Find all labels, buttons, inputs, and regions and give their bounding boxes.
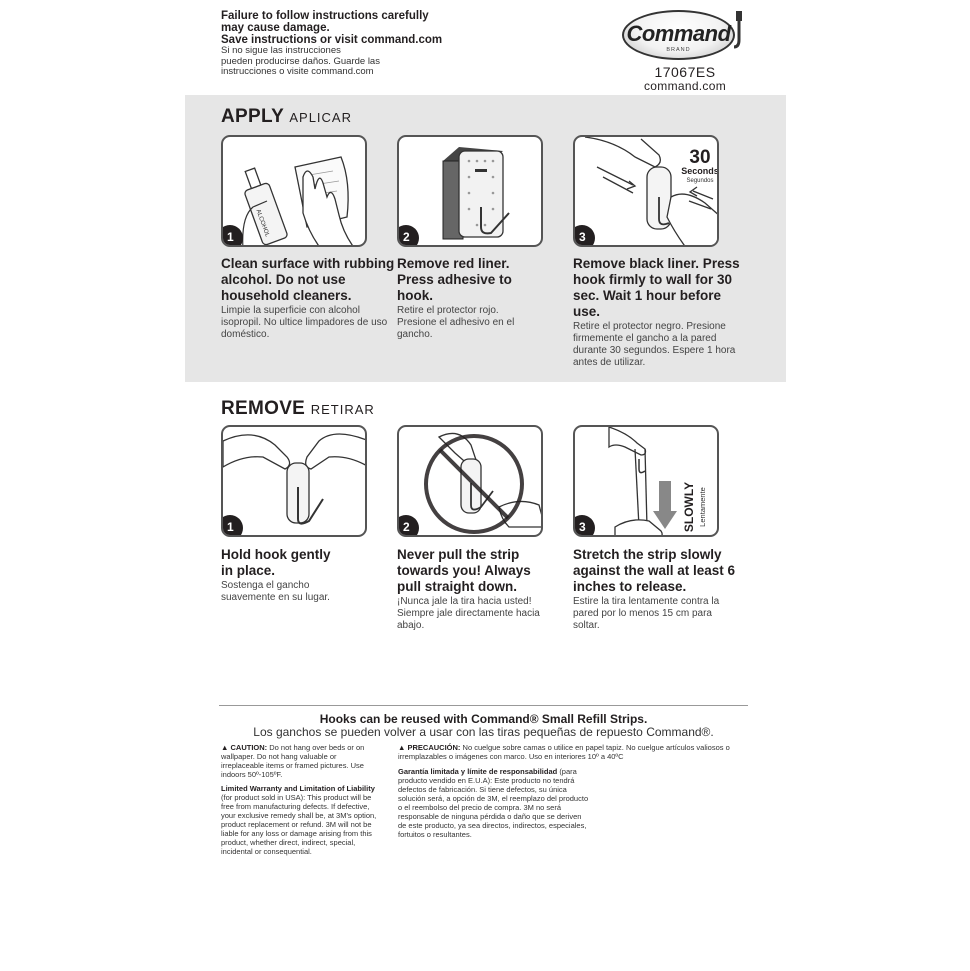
timer-value: 30 [689,147,711,168]
remove-step-2-en: Never pull the strip towards you! Always pull straight down. [397,547,531,594]
caution-text: Do not hang over beds or on wallpaper. Do not hang valuable or irreplaceable items or framed pictures. Use indoors 50º-105ºF. [221,743,365,779]
remove-step-1-illustration [221,425,367,537]
apply-step-3-text [573,256,748,369]
website-text: command.com [644,79,726,93]
garantia-text: (para producto vendido en E.U.A): Este producto no tendrá defectos de fabricación. Si tiene defectos, su única solución será, a opción de 3M, el reemplazo del producto o el reembolso del precio de compra. 3M no será responsable de ninguna pérdida o daño que se deriven de este producto, ya sea directos, indirectos, especiales, fortuitos o resultantes. [398,767,589,839]
remove-step-1-es: Sostenga el gancho suavemente en su lugar. [221,580,330,603]
no-pull-icon [399,427,543,537]
garantia-es [398,767,590,839]
logo-hook-icon [733,10,743,50]
logo-text: Command [626,21,731,46]
apply-step-1-text [221,256,396,341]
warranty-label: Limited Warranty and Limitation of Liability [221,784,375,793]
command-logo [622,10,735,60]
footer-divider [219,705,748,706]
warning-es-line-1: Si no sigue las instrucciones [221,45,341,56]
bottle-label: ALCOHOL [254,208,270,238]
remove-step-1-en: Hold hook gently in place. [221,547,331,578]
timer-label-es: Segundos [686,178,714,184]
hook-adhesive-icon [399,137,543,247]
apply-step-3-es: Retire el protector negro. Presione firmemente el gancho a la pared durante 30 segundos. Espere 1 hora antes de utilizar. [573,321,736,368]
hold-hook-icon [223,427,367,537]
warranty-text: (for product sold in USA): This product will be free from manufacturing defects. If defective, your exclusive remedy shall be, at 3M's option, product replacement or refund. 3M will not be liable for any loss or damage arising from this product, whether direct, indirect, special, incidental or consequential. [221,793,377,856]
caution-label: ▲ CAUTION: [221,743,268,752]
remove-step-3-illustration [573,425,719,537]
arrow-label-en: SLOWLY [682,481,696,533]
apply-step-2-number: 2 [397,225,419,247]
warning-block [221,10,442,78]
apply-step-3-illustration [573,135,719,247]
reuse-note-es: Los ganchos se pueden volver a usar con las tiras pequeñas de repuesto Command®. [253,725,714,739]
remove-step-2-illustration [397,425,543,537]
apply-step-2-illustration [397,135,543,247]
apply-step-3-en: Remove black liner. Press hook firmly to wall for 30 sec. Wait 1 hour before use. [573,256,740,319]
precaucion-text: No cuelgue sobre camas o utilice en papel tapiz. No cuelgue artículos valiosos o irremplazables o imágenes con marco. Uso en interiores 10º a 40ºC [398,743,730,761]
warranty-en [221,784,381,856]
warning-en-line-2: may cause damage. [221,22,330,34]
apply-title [221,106,352,128]
apply-step-2-en: Remove red liner. Press adhesive to hook. [397,256,512,303]
apply-step-1-es: Limpie la superficie con alcohol isopropil. No ultice limpadores de uso doméstico. [221,305,388,340]
apply-step-1-illustration [221,135,367,247]
remove-title-en: REMOVE [221,398,306,419]
caution-en [221,743,365,779]
precaucion-es [398,743,748,761]
stretch-strip-icon [575,427,719,537]
warning-es-line-2: pueden producirse daños. Guarde las [221,55,380,67]
warning-en-line-1: Failure to follow instructions carefully [221,10,429,22]
warning-en-line-3: Save instructions or visit command.com [221,34,443,46]
remove-title [221,398,375,420]
logo-brand: BRAND [666,47,691,53]
remove-step-1-number: 1 [221,515,243,537]
alcohol-bottle-icon [244,168,288,246]
down-arrow-icon [653,481,677,529]
remove-step-3-text [573,547,738,632]
alcohol-wipe-icon [223,137,367,247]
apply-step-1-en: Clean surface with rubbing alcohol. Do not use household cleaners. [221,256,395,303]
apply-title-en: APPLY [221,106,284,127]
precaucion-label: ▲ PRECAUCIÓN: [398,743,461,752]
arrow-label-es: Lentamente [698,487,707,527]
garantia-label: Garantía limitada y límite de responsabilidad [398,767,558,776]
remove-step-3-number: 3 [573,515,595,537]
press-hook-icon [575,137,719,247]
remove-step-3-es: Estire la tira lentamente contra la pared por lo menos 15 cm para soltar. [573,596,720,631]
sku-number: 17067ES [654,64,716,80]
remove-title-es: RETIRAR [310,402,375,417]
timer-label-en: Seconds [681,166,719,176]
apply-step-3-number: 3 [573,225,595,247]
remove-step-2-number: 2 [397,515,419,537]
warning-es-line-3: instrucciones o visite command.com [221,66,374,77]
apply-step-2-es: Retire el protector rojo. Presione el adhesivo en el gancho. [397,305,515,340]
remove-step-1-text [221,547,351,604]
apply-step-1-number: 1 [221,225,243,247]
apply-step-2-text [397,256,527,341]
remove-step-3-en: Stretch the strip slowly against the wall at least 6 inches to release. [573,547,736,594]
remove-step-2-text [397,547,557,632]
reuse-note-en: Hooks can be reused with Command® Small Refill Strips. [319,712,648,726]
remove-step-2-es: ¡Nunca jale la tira hacia usted! Siempre jale directamente hacia abajo. [397,596,540,631]
apply-title-es: APLICAR [289,110,352,125]
